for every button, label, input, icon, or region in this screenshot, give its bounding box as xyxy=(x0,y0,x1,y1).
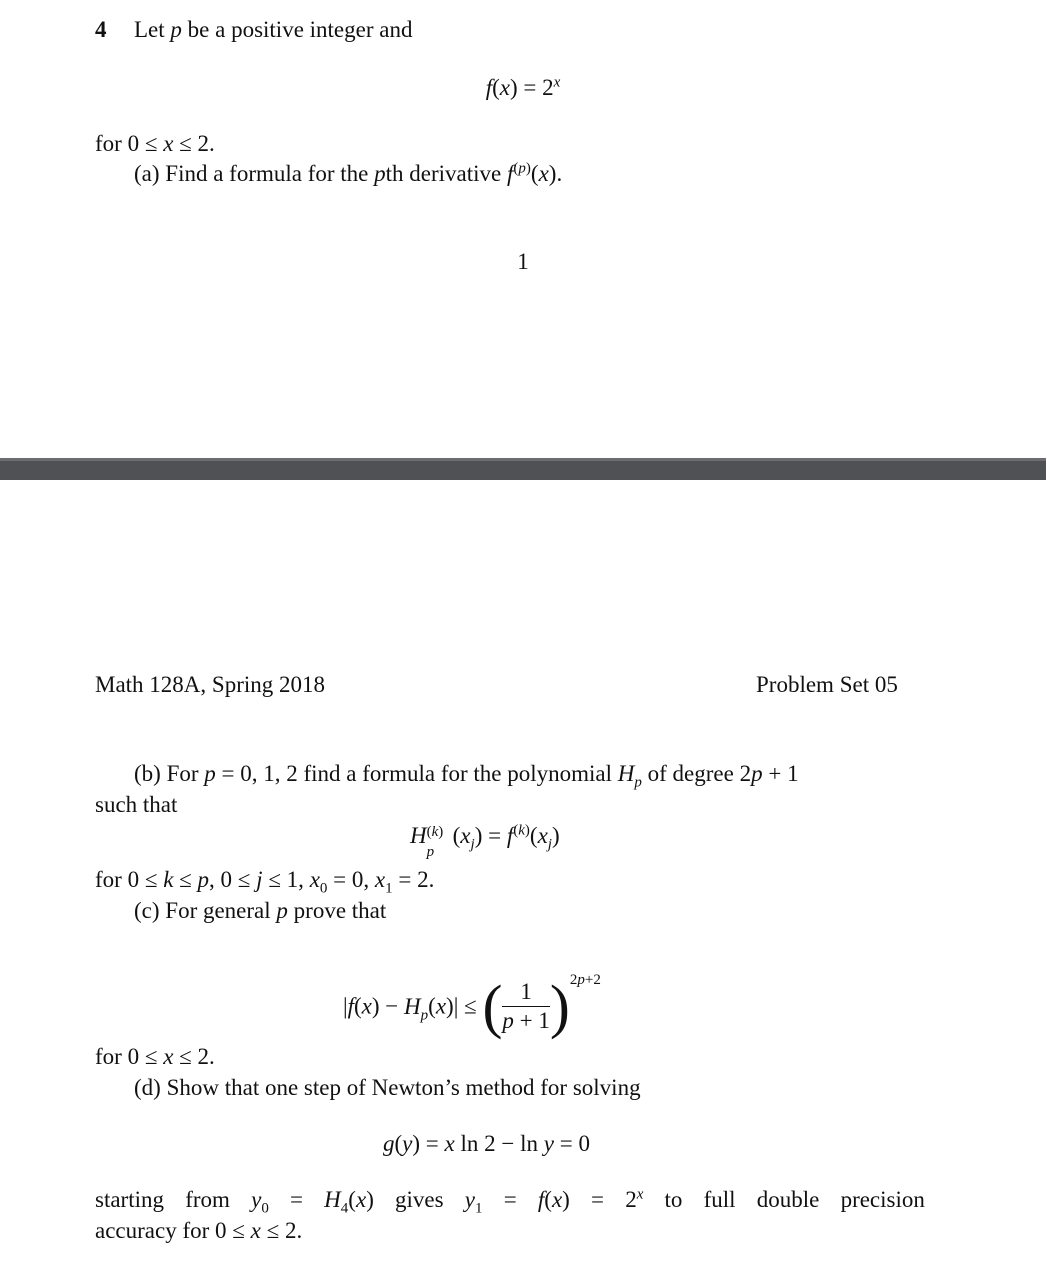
part-d-equation: g(y) = x ln 2 − ln y = 0 xyxy=(383,1131,590,1156)
part-d-line2: accuracy for 0 ≤ x ≤ 2. xyxy=(95,1218,303,1243)
problem-intro: Let p be a positive integer and xyxy=(134,17,413,42)
domain-statement: for 0 ≤ x ≤ 2. xyxy=(95,131,215,156)
part-b-such-that: such that xyxy=(95,792,178,817)
part-b-equation: H (k) p $(x_j) = f^{(k)}(x_j)$ xyxy=(410,822,560,860)
part-a: (a) Find a formula for the pth derivative $f^{(p)}(x)$. xyxy=(134,160,563,186)
function-definition: $f(x) = 2^x$ xyxy=(485,74,561,100)
page-divider xyxy=(0,458,1046,480)
header-course: Math 128A, Spring 2018 xyxy=(95,672,325,697)
fraction: $\frac{1}{p + 1}$ xyxy=(502,979,550,1034)
part-c: (c) For general p prove that xyxy=(134,898,387,923)
part-c-equation: $|f(x) - H_p(x)|$ ≤ ( $\frac{1}{p + 1}$ )$^{2p+2}$ xyxy=(343,972,601,1040)
problem-number: 4 xyxy=(95,17,107,42)
part-b: (b) For p = 0, 1, 2 find a formula for the polynomial $H_p$ of degree 2p + 1 xyxy=(134,761,799,791)
part-d-line1: starting from $y_0$ = $H_4(x)$ gives $y_1$ = f(x) = 2$^x$ to full double precision xyxy=(95,1186,925,1217)
page-divider-edge xyxy=(0,458,1046,461)
part-d: (d) Show that one step of Newton’s method for solving xyxy=(134,1075,641,1100)
part-b-conditions: for 0 ≤ k ≤ p, 0 ≤ j ≤ 1, $x_0 = 0$, $x_1 = 2$. xyxy=(95,867,435,897)
header-problem-set: Problem Set 05 xyxy=(756,672,898,697)
part-c-domain: for 0 ≤ x ≤ 2. xyxy=(95,1044,215,1069)
page-number: 1 xyxy=(517,249,529,274)
